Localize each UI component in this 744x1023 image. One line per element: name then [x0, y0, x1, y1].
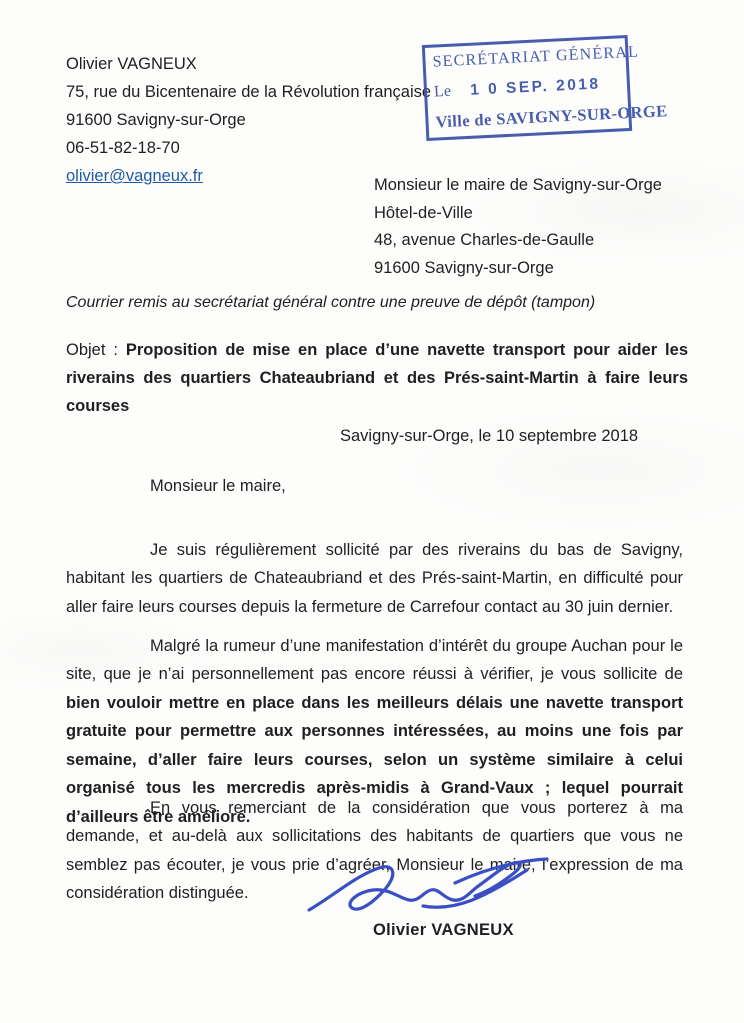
body-paragraph-2: Malgré la rumeur d’une manifestation d’intérêt du groupe Auchan pour le site, que je n’ai personnellement pas encore réussi à vérifier, je vous sollicite de bien vouloir mettre en place dans les meilleurs délais une navette transport gratuite pour permettre aux personnes intéressées, au moins une fois par semaine, d’aller faire leurs courses, selon un système similaire à celui organisé tous les mercredis après-midis à Grand-Vaux ; lequel pourrait d’ailleurs être amélioré. — [66, 636, 683, 826]
secretariat-stamp — [422, 35, 668, 141]
recipient-block — [374, 172, 662, 282]
stamp-title: SECRÉTARIAT GÉNÉRAL — [432, 43, 640, 71]
place-date-line: Savigny-sur-Orge, le 10 septembre 2018 — [340, 427, 639, 445]
sender-address-line2: 91600 Savigny-sur-Orge — [66, 111, 246, 129]
subject-line: Objet : Proposition de mise en place d’une navette transport pour aider les riverains des quartiers Chateaubriand et des Prés-saint-Martin à faire leurs courses — [66, 341, 688, 415]
stamp-date-row — [434, 74, 621, 101]
handwritten-signature-scribble — [303, 850, 553, 928]
sender-address-line1: 75, rue du Bicentenaire de la Révolution française — [66, 83, 432, 101]
sender-phone: 06-51-82-18-70 — [66, 139, 180, 157]
stamp-date-value: 1 0 SEP. 2018 — [469, 74, 601, 99]
signed-name: Olivier VAGNEUX — [373, 921, 514, 939]
courier-delivery-note: Courrier remis au secrétariat général contre une preuve de dépôt (tampon) — [66, 294, 596, 311]
sender-name: Olivier VAGNEUX — [66, 55, 197, 73]
recipient-line4: 91600 Savigny-sur-Orge — [374, 258, 554, 277]
recipient-line2: Hôtel-de-Ville — [374, 203, 473, 222]
body-paragraph-3: En vous remerciant de la considération que vous porterez à ma demande, et au-delà aux sollicitations des habitants de quartiers que vous ne semblez pas écouter, je vous prie d’agréer, Monsieur le maire, l’expression de ma considération distinguée. — [66, 798, 683, 902]
sender-email-link[interactable]: olivier@vagneux.fr — [66, 167, 203, 185]
salutation: Monsieur le maire, — [150, 477, 286, 495]
stamp-date-label: Le — [433, 82, 452, 101]
recipient-line3: 48, avenue Charles-de-Gaulle — [374, 231, 595, 249]
body-paragraph-1: Je suis régulièrement sollicité par des riverains du bas de Savigny, habitant les quartiers de Chateaubriand et des Prés-saint-Martin, en difficulté pour aller faire leurs courses depuis la fermeture de Carrefour contact au 30 juin dernier. — [66, 540, 683, 616]
stamp-city-line: Ville de SAVIGNY-SUR-ORGE — [435, 101, 668, 132]
recipient-line1: Monsieur le maire de Savigny-sur-Orge — [374, 176, 662, 194]
sender-block — [66, 50, 431, 190]
